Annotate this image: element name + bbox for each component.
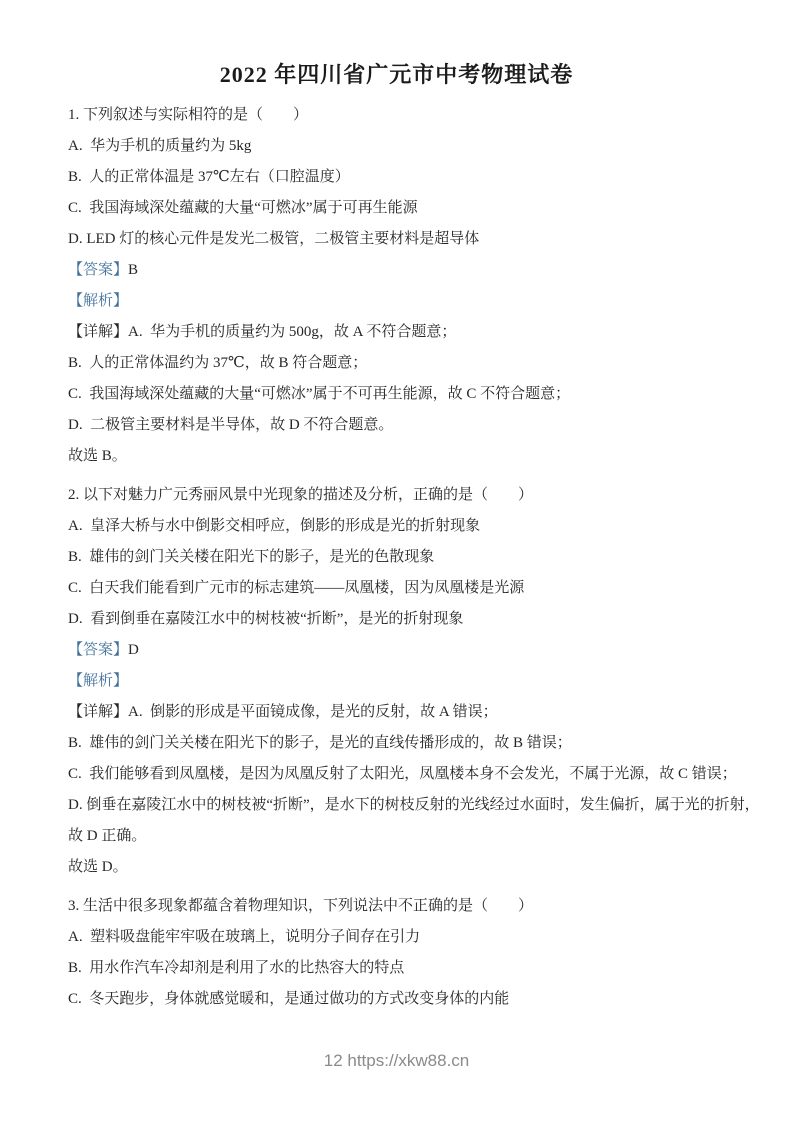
answer-label: 【答案】 — [68, 642, 129, 658]
detail-line-b: B. 人的正常体温约为 37℃，故 B 符合题意； — [68, 355, 368, 371]
analysis-line — [68, 286, 773, 317]
question-option-a: A. 华为手机的质量约为 5kg — [68, 138, 252, 154]
analysis-label: 【解析】 — [68, 293, 129, 309]
detail-line-b: B. 雄伟的剑门关关楼在阳光下的影子，是光的直线传播形成的，故 B 错误； — [68, 735, 572, 751]
question-option-b: B. 雄伟的剑门关关楼在阳光下的影子，是光的色散现象 — [68, 549, 435, 565]
question-block-1 — [0, 100, 793, 472]
detail-line-a: 【详解】A. 华为手机的质量约为 500g，故 A 不符合题意； — [68, 324, 457, 340]
detail-line-c: C. 我国海域深处蕴藏的大量“可燃冰”属于不可再生能源，故 C 不符合题意； — [68, 386, 571, 402]
detail-line-c: C. 我们能够看到凤凰楼，是因为凤凰反射了太阳光，凤凰楼本身不会发光，不属于光源，故 C 错误； — [68, 766, 737, 782]
question-option-a: A. 塑料吸盘能牢牢吸在玻璃上，说明分子间存在引力 — [68, 929, 421, 945]
conclusion-line: 故选 D。 — [68, 859, 128, 875]
analysis-line — [68, 666, 773, 697]
answer-label: 【答案】 — [68, 262, 129, 278]
answer-line — [68, 635, 773, 666]
answer-line — [68, 255, 773, 286]
question-stem: 3. 生活中很多现象都蕴含着物理知识，下列说法中不正确的是（ ） — [68, 898, 534, 914]
page-footer-url: 12 https://xkw88.cn — [323, 1051, 470, 1070]
conclusion-line: 故选 B。 — [68, 448, 127, 464]
detail-line-d: D. 二极管主要材料是半导体，故 D 不符合题意。 — [68, 417, 394, 433]
question-option-c: C. 冬天跑步，身体就感觉暖和，是通过做功的方式改变身体的内能 — [68, 991, 510, 1007]
answer-value: D — [128, 642, 139, 658]
question-option-d: D. LED 灯的核心元件是发光二极管，二极管主要材料是超导体 — [68, 231, 480, 247]
question-stem: 1. 下列叙述与实际相符的是（ ） — [68, 107, 309, 123]
question-block-2 — [0, 480, 793, 883]
question-option-b: B. 人的正常体温是 37℃左右（口腔温度） — [68, 169, 350, 185]
exam-title: 2022 年四川省广元市中考物理试卷 — [219, 62, 574, 87]
detail-line-d: D. 倒垂在嘉陵江水中的树枝被“折断”，是水下的树枝反射的光线经过水面时，发生偏折，属于光的折射，故 D 正确。 — [68, 797, 760, 844]
question-option-b: B. 用水作汽车冷却剂是利用了水的比热容大的特点 — [68, 960, 405, 976]
analysis-label: 【解析】 — [68, 673, 129, 689]
question-option-a: A. 皇泽大桥与水中倒影交相呼应，倒影的形成是光的折射现象 — [68, 518, 481, 534]
question-option-c: C. 白天我们能看到广元市的标志建筑——凤凰楼，因为凤凰楼是光源 — [68, 580, 525, 596]
question-option-d: D. 看到倒垂在嘉陵江水中的树枝被“折断”，是光的折射现象 — [68, 611, 464, 627]
question-stem: 2. 以下对魅力广元秀丽风景中光现象的描述及分析，正确的是（ ） — [68, 487, 534, 503]
question-option-c: C. 我国海域深处蕴藏的大量“可燃冰”属于可再生能源 — [68, 200, 418, 216]
question-block-3 — [0, 891, 793, 1015]
answer-value: B — [128, 262, 139, 278]
detail-line-a: 【详解】A. 倒影的形成是平面镜成像，是光的反射，故 A 错误； — [68, 704, 498, 720]
